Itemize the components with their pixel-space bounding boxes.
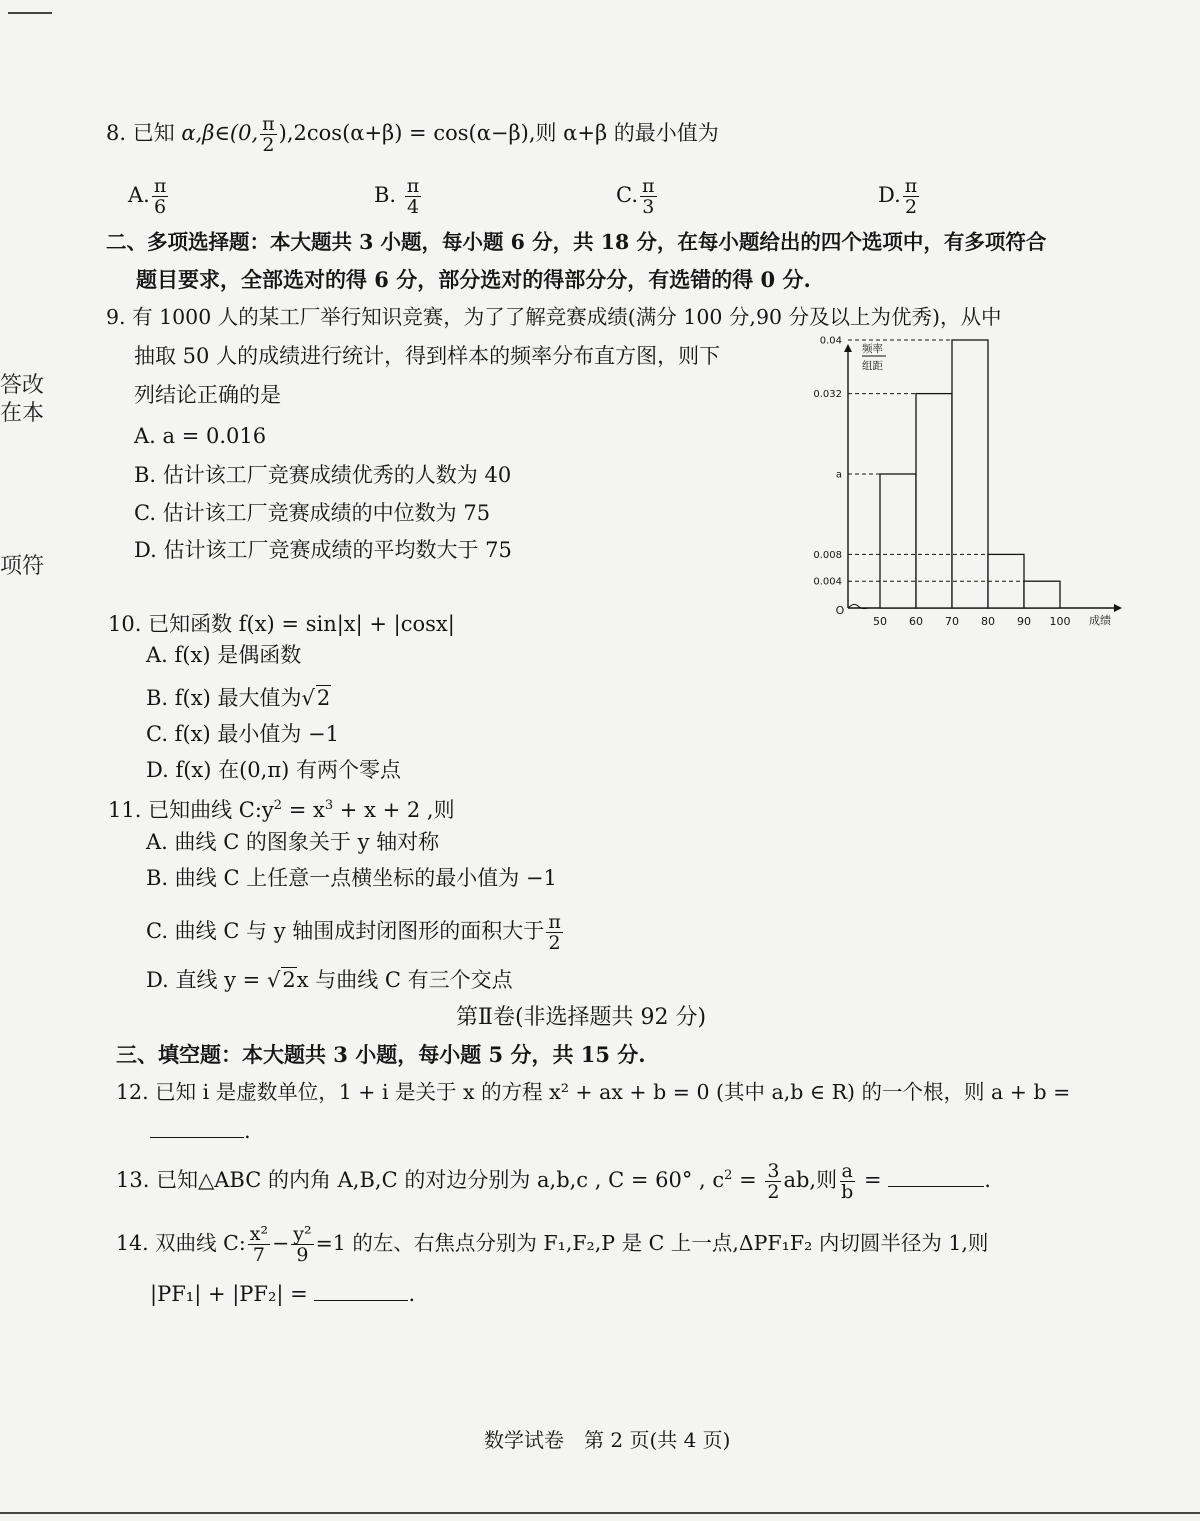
q12-answer: .	[150, 1117, 251, 1145]
q9-stem-cont: 抽取 50 人的成绩进行统计，得到样本的频率分布直方图，则下	[134, 344, 721, 368]
q10-option-a: A. f(x) 是偶函数	[146, 643, 302, 667]
q8-option-a: A. $\frac{\pi}{6}$	[128, 175, 167, 218]
q13-stem: 13. 已知△ABC 的内角 A,B,C 的对边分别为 a,b,c , C = 60° , $c^2$ = $\frac{3}{2}$ ab,则 $\frac{a}{b}$ = .	[116, 1160, 991, 1203]
histogram-bar	[952, 340, 988, 608]
q9-option-b: B. 估计该工厂竞赛成绩优秀的人数为 40	[134, 463, 512, 487]
section2-heading: 二、多项选择题：本大题共 3 小题，每小题 6 分，共 18 分，在每小题给出的四个选项中，有多项符合	[106, 230, 1047, 254]
y-tick-label: 0.032	[813, 389, 842, 401]
q8-option-c: C. $\frac{\pi}{3}$	[616, 175, 655, 218]
y-axis-label-bottom: 组距	[862, 360, 883, 372]
x-tick-label: 60	[909, 615, 923, 626]
q11-option-a: A. 曲线 C 的图象关于 y 轴对称	[146, 830, 440, 854]
q9-option-d: D. 估计该工厂竞赛成绩的平均数大于 75	[134, 538, 512, 562]
q11-stem: 11. 已知曲线 $C:y^2 = x^3 + x + 2$ ,则	[108, 798, 455, 822]
q11-option-c: C. 曲线 C 与 y 轴围成封闭图形的面积大于 $\frac{\pi}{2}$	[146, 911, 561, 954]
page-footer: 数学试卷 第 2 页(共 4 页)	[484, 1428, 731, 1452]
frequency-histogram	[800, 336, 1130, 626]
y-tick-label: 0.004	[813, 576, 842, 588]
q14-stem: 14. 双曲线 C: $\frac{\text{x²}}{7}$ − $\frac{\text{y²}}{9}$ =1 的左、右焦点分别为 F₁,F₂,P 是 C 上一点,ΔPF₁F₂ 内切圆半径为 1,则	[116, 1223, 989, 1266]
margin-fragment: 在本	[0, 401, 45, 426]
y-axis-label-top: 频率	[862, 343, 883, 355]
y-tick-label: 0.008	[813, 549, 842, 561]
answer-blank[interactable]	[888, 1168, 984, 1187]
x-tick-label: 90	[1017, 615, 1031, 626]
x-axis-arrow	[1114, 604, 1122, 612]
answer-blank[interactable]	[150, 1119, 244, 1138]
q9-option-c: C. 估计该工厂竞赛成绩的中位数为 75	[134, 501, 491, 525]
q9-option-a: A. a = 0.016	[134, 424, 267, 448]
q12-stem: 12. 已知 i 是虚数单位，1 + i 是关于 x 的方程 x² + ax + b = 0 (其中 a,b ∈ R) 的一个根，则 a + b =	[116, 1080, 1071, 1104]
q11-option-b: B. 曲线 C 上任意一点横坐标的最小值为 −1	[146, 866, 557, 890]
section2-heading-cont: 题目要求，全部选对的得 6 分，部分选对的得部分分，有选错的得 0 分.	[136, 267, 811, 292]
x-tick-label: 70	[945, 615, 959, 626]
histogram-bar	[1024, 581, 1060, 608]
q8-option-b: B. $\frac{\pi}{4}$	[374, 175, 420, 218]
scan-edge	[0, 1512, 1200, 1514]
section3-heading: 三、填空题：本大题共 3 小题，每小题 5 分，共 15 分.	[116, 1042, 646, 1067]
histogram-bar	[880, 474, 916, 608]
x-tick-label: 80	[981, 615, 995, 626]
q9-stem: 9. 有 1000 人的某工厂举行知识竞赛，为了了解竞赛成绩(满分 100 分,90 分及以上为优秀)，从中	[106, 305, 1002, 329]
margin-fragment: 项符	[0, 554, 45, 579]
q10-option-b: B. f(x) 最大值为√2	[146, 686, 331, 710]
scan-mark	[8, 12, 52, 14]
y-tick-label: a	[835, 469, 842, 481]
histogram-bar	[916, 394, 952, 608]
answer-blank[interactable]	[314, 1282, 408, 1301]
q14-answer: |PF₁| + |PF₂| = .	[150, 1282, 416, 1306]
origin-label: O	[835, 604, 845, 617]
part2-title: 第Ⅱ卷(非选择题共 92 分)	[456, 1005, 707, 1030]
q8-option-d: D. $\frac{\pi}{2}$	[878, 175, 918, 218]
q10-option-c: C. f(x) 最小值为 −1	[146, 722, 339, 746]
q10-stem: 10. 已知函数 f(x) = sin|x| + |cosx|	[108, 612, 455, 636]
pi-over-2: $\frac{\pi}{2}$	[262, 113, 275, 156]
y-tick-label: 0.04	[819, 336, 842, 347]
margin-fragment: 答改	[0, 373, 45, 398]
q10-option-d: D. f(x) 在(0,π) 有两个零点	[146, 758, 402, 782]
x-axis-label: 成绩	[1089, 614, 1111, 626]
q8-stem: 8. 已知 α,β∈(0, $\frac{\pi}{2}$ ),2cos(α+β) = cos(α−β),则 α+β 的最小值为	[106, 113, 719, 156]
x-tick-label: 50	[873, 615, 887, 626]
q9-stem-cont: 列结论正确的是	[134, 383, 281, 407]
y-axis-arrow	[844, 344, 852, 352]
x-tick-label: 100	[1049, 615, 1071, 626]
q11-option-d: D. 直线 y = √2x 与曲线 C 有三个交点	[146, 968, 513, 992]
